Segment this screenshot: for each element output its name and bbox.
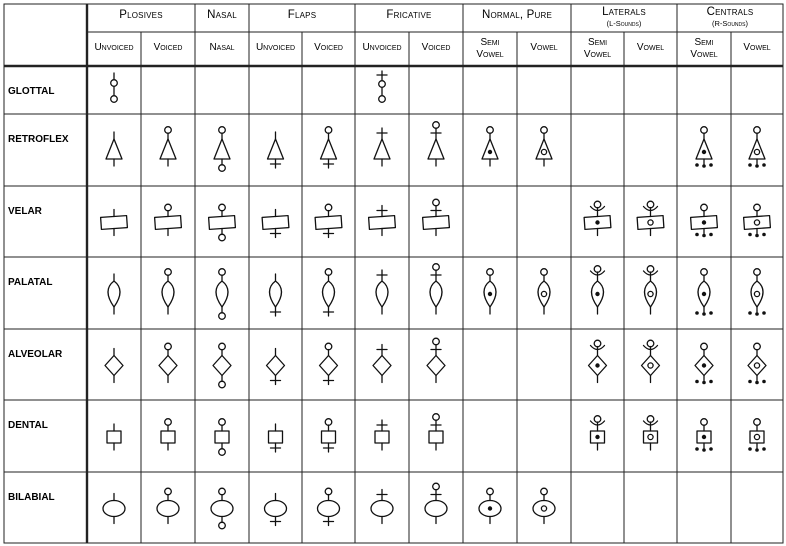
rectangle-shape	[209, 216, 236, 230]
group-header-centrals: Centrals	[706, 6, 754, 18]
glyph-ellipse-voiced-flap	[318, 488, 340, 525]
ring-mark	[325, 269, 332, 276]
ring-mark	[541, 506, 546, 511]
ellipse-shape	[533, 501, 555, 517]
ellipse-shape	[371, 501, 393, 517]
lens-shape	[323, 281, 335, 307]
ring-mark	[594, 416, 601, 423]
dot-mark	[695, 163, 699, 167]
ring-mark	[325, 343, 332, 350]
ring-mark	[219, 381, 226, 388]
glyph-lens-voiced-flap	[323, 269, 335, 316]
triangle-shape	[214, 139, 230, 159]
glyph-small-rectangle-unvoiced-flap	[269, 424, 283, 452]
glyph-small-rectangle-nasal	[215, 419, 229, 456]
ring-mark	[487, 488, 494, 495]
dot-mark	[709, 311, 713, 315]
rectangle-shape	[423, 216, 450, 230]
diamond-shape	[267, 356, 285, 376]
dot-mark	[762, 163, 766, 167]
column-header-flap-voiced: Voiced	[314, 42, 343, 53]
glyph-triangle-voiced-flap	[321, 127, 337, 168]
row-labels	[8, 86, 69, 503]
glyph-diamond-unvoiced-plosive	[105, 349, 123, 383]
rectangle-shape	[155, 216, 182, 230]
dot-mark	[702, 164, 706, 168]
rectangle-shape	[744, 216, 771, 230]
lens-shape	[751, 281, 763, 307]
ring-mark	[754, 291, 759, 296]
dot-mark	[702, 292, 706, 296]
glyph-lens-unvoiced-fricative	[376, 270, 388, 314]
square-shape	[215, 431, 229, 443]
dot-mark	[762, 447, 766, 451]
glyph-small-rectangle-lateral-vowel	[644, 416, 658, 450]
square-shape	[375, 431, 389, 443]
glyph-rectangle-voiced-plosive	[155, 204, 182, 235]
dot-mark	[488, 292, 492, 296]
glyph-rectangle-central-vowel	[744, 204, 771, 237]
group-subheader-centrals: (R-Sounds)	[712, 19, 748, 28]
ring-mark	[219, 127, 226, 134]
ring-mark	[325, 488, 332, 495]
rectangle-shape	[637, 216, 664, 230]
glyph-small-rectangle-voiced-fricative	[429, 414, 443, 450]
dot-mark	[755, 381, 759, 385]
glyph-diamond-central-vowel	[748, 343, 766, 384]
triangle-shape	[268, 139, 284, 159]
rectangle-shape	[101, 216, 128, 230]
glyph-ellipse-unvoiced-plosive	[103, 494, 125, 524]
glyph-rectangle-voiced-flap	[315, 204, 342, 237]
dot-mark	[762, 311, 766, 315]
triangle-shape	[106, 139, 122, 159]
dot-mark	[702, 234, 706, 238]
ring-mark	[701, 343, 708, 350]
dot-mark	[702, 381, 706, 385]
ring-mark	[648, 220, 653, 225]
glyph-small-rectangle-voiced-flap	[322, 419, 336, 452]
row-label-bilabial: BILABIAL	[8, 492, 55, 503]
diamond-shape	[748, 356, 766, 376]
dot-mark	[755, 234, 759, 238]
dot-mark	[709, 163, 713, 167]
ring-mark	[379, 96, 386, 103]
glyph-rectangle-central-semivowel	[691, 204, 718, 237]
ring-mark	[541, 127, 548, 134]
ring-mark	[219, 419, 226, 426]
dot-mark	[748, 233, 752, 237]
square-shape	[161, 431, 175, 443]
row-label-glottal: GLOTTAL	[8, 86, 55, 97]
ellipse-shape	[425, 501, 447, 517]
glyph-lens-semivowel	[484, 269, 496, 314]
ellipse-shape	[265, 501, 287, 517]
ring-mark	[219, 488, 226, 495]
glyph-rectangle-unvoiced-fricative	[369, 206, 396, 236]
ring-mark	[594, 201, 601, 208]
ellipse-shape	[103, 501, 125, 517]
ring-mark	[487, 269, 494, 276]
ring-mark	[111, 80, 118, 87]
ring-mark	[433, 483, 440, 490]
dot-mark	[755, 164, 759, 168]
glyph-diamond-lateral-vowel	[642, 340, 660, 382]
dot-mark	[755, 312, 759, 316]
glyph-rectangle-lateral-vowel	[637, 201, 664, 235]
ring-mark	[648, 434, 653, 439]
dot-mark	[595, 220, 599, 224]
glyph-cells	[101, 71, 771, 529]
ring-mark	[433, 414, 440, 421]
glyph-small-rectangle-lateral-semivowel	[591, 416, 605, 450]
dot-mark	[709, 380, 713, 384]
glyph-ellipse-semivowel	[479, 488, 501, 523]
diamond-shape	[213, 356, 231, 376]
group-header-fricative: Fricative	[386, 9, 432, 21]
dot-mark	[748, 163, 752, 167]
ring-mark	[754, 204, 761, 211]
square-shape	[322, 431, 336, 443]
row-label-dental: DENTAL	[8, 420, 48, 431]
dot-mark	[709, 233, 713, 237]
column-header-central-vowel: Vowel	[743, 42, 771, 53]
glyph-triangle-central-semivowel	[695, 127, 713, 168]
diamond-shape	[105, 356, 123, 376]
glyph-lens-central-semivowel	[695, 269, 713, 316]
triangle-shape	[321, 139, 337, 159]
ring-mark	[594, 340, 601, 347]
ring-mark	[754, 363, 759, 368]
ring-mark	[647, 266, 654, 273]
glyph-triangle-central-vowel	[748, 127, 766, 168]
rectangle-shape	[262, 216, 289, 230]
glyph-none-glottal-fricative	[377, 71, 387, 102]
ellipse-shape	[157, 501, 179, 517]
ellipse-shape	[211, 501, 233, 517]
glyph-ellipse-vowel	[533, 488, 555, 523]
glyph-diamond-unvoiced-flap	[267, 349, 285, 385]
ring-mark	[701, 419, 708, 426]
ring-mark	[701, 204, 708, 211]
triangle-shape	[160, 139, 176, 159]
ring-mark	[219, 449, 226, 456]
ring-mark	[647, 340, 654, 347]
lens-shape	[430, 281, 442, 307]
column-header-lateral-semivowel: Semi	[587, 37, 608, 48]
dot-mark	[702, 448, 706, 452]
ring-mark	[754, 419, 761, 426]
ellipse-shape	[318, 501, 340, 517]
glyph-lens-voiced-plosive	[162, 269, 174, 314]
ring-mark	[754, 220, 759, 225]
ring-mark	[754, 343, 761, 350]
rectangle-shape	[315, 216, 342, 230]
ring-mark	[325, 419, 332, 426]
column-header-plosive-unvoiced: Unvoiced	[94, 42, 134, 53]
glyph-diamond-lateral-semivowel	[589, 340, 607, 382]
ring-mark	[648, 363, 653, 368]
column-header-pure-vowel: Vowel	[530, 42, 558, 53]
group-header-laterals: Laterals	[602, 6, 646, 18]
glyph-triangle-unvoiced-plosive	[106, 132, 122, 166]
glyph-small-rectangle-central-vowel	[748, 419, 766, 452]
dot-mark	[748, 447, 752, 451]
ring-mark	[701, 127, 708, 134]
column-header-pure-semivowel: Semi	[480, 37, 500, 48]
ring-mark	[541, 291, 546, 296]
glyph-lens-lateral-semivowel	[591, 266, 605, 314]
glyph-rectangle-lateral-semivowel	[584, 201, 611, 235]
glyph-triangle-unvoiced-flap	[268, 132, 284, 168]
dot-mark	[695, 447, 699, 451]
ring-mark	[754, 434, 759, 439]
glyph-diamond-nasal	[213, 343, 231, 388]
ring-mark	[165, 343, 172, 350]
glyph-ellipse-voiced-plosive	[157, 488, 179, 523]
lens-shape	[645, 281, 657, 307]
glyph-diamond-voiced-fricative	[427, 338, 445, 382]
column-header-fricative-voiced: Voiced	[421, 42, 451, 53]
dot-mark	[762, 380, 766, 384]
ring-mark	[594, 266, 601, 273]
table-header	[94, 6, 770, 60]
triangle-shape	[374, 139, 390, 159]
ring-mark	[219, 165, 226, 172]
glyph-rectangle-unvoiced-plosive	[101, 210, 128, 236]
glyph-lens-voiced-fricative	[430, 264, 442, 314]
table-border	[4, 4, 783, 543]
glyph-lens-central-vowel	[748, 269, 766, 316]
glyph-triangle-voiced-plosive	[160, 127, 176, 166]
dot-mark	[709, 447, 713, 451]
dot-mark	[748, 311, 752, 315]
ring-mark	[433, 338, 440, 345]
ring-mark	[219, 204, 226, 211]
ring-mark	[487, 127, 494, 134]
dot-mark	[488, 506, 492, 510]
glyph-lens-nasal	[216, 269, 228, 320]
lens-shape	[376, 281, 388, 307]
glyph-diamond-unvoiced-fricative	[373, 345, 391, 383]
square-shape	[429, 431, 443, 443]
glyph-small-rectangle-voiced-plosive	[161, 419, 175, 450]
dot-mark	[595, 363, 599, 367]
ring-mark	[701, 269, 708, 276]
column-header-fricative-unvoiced: Unvoiced	[362, 42, 402, 53]
row-label-velar: VELAR	[8, 206, 42, 217]
diamond-shape	[427, 356, 445, 376]
ring-mark	[647, 201, 654, 208]
group-header-plosives: Plosives	[119, 9, 163, 21]
ring-mark	[754, 127, 761, 134]
glyph-rectangle-voiced-fricative	[423, 199, 450, 235]
ring-mark	[647, 416, 654, 423]
glyph-triangle-voiced-fricative	[428, 122, 444, 166]
ring-mark	[165, 269, 172, 276]
ring-mark	[219, 269, 226, 276]
lens-shape	[162, 281, 174, 307]
ring-mark	[165, 488, 172, 495]
diamond-shape	[642, 356, 660, 376]
glyph-lens-vowel	[538, 269, 550, 314]
dot-mark	[695, 380, 699, 384]
row-label-alveolar: ALVEOLAR	[8, 349, 63, 360]
glyph-triangle-unvoiced-fricative	[374, 128, 390, 166]
glyph-diamond-voiced-flap	[320, 343, 338, 384]
ring-mark	[165, 419, 172, 426]
dot-mark	[695, 233, 699, 237]
group-header-flaps: Flaps	[287, 9, 317, 21]
dot-mark	[488, 150, 492, 154]
square-shape	[750, 431, 764, 443]
ring-mark	[648, 291, 653, 296]
glyph-diamond-voiced-plosive	[159, 343, 177, 382]
glyph-lens-lateral-vowel	[644, 266, 658, 314]
lens-shape	[270, 281, 282, 307]
glyph-ellipse-unvoiced-flap	[265, 494, 287, 526]
ring-mark	[379, 81, 386, 88]
glyph-rectangle-nasal	[209, 204, 236, 241]
dot-mark	[762, 233, 766, 237]
row-label-palatal: PALATAL	[8, 277, 53, 288]
diamond-shape	[320, 356, 338, 376]
dot-mark	[595, 292, 599, 296]
column-header-pure-semivowel: Vowel	[476, 49, 504, 60]
glyph-lens-unvoiced-plosive	[108, 274, 120, 314]
square-shape	[269, 431, 283, 443]
triangle-shape	[428, 139, 444, 159]
column-header-nasal: Nasal	[209, 42, 235, 53]
column-header-lateral-vowel: Vowel	[636, 42, 665, 53]
glyph-rectangle-unvoiced-flap	[262, 210, 289, 238]
diamond-shape	[159, 356, 177, 376]
glyph-lens-unvoiced-flap	[270, 274, 282, 316]
ring-mark	[541, 488, 548, 495]
glyph-small-rectangle-central-semivowel	[695, 419, 713, 452]
glyph-triangle-vowel	[536, 127, 552, 166]
triangle-shape	[696, 139, 712, 159]
ring-mark	[219, 343, 226, 350]
ring-mark	[165, 127, 172, 134]
glyph-none-glottal-plosive	[111, 73, 118, 102]
rectangle-shape	[369, 216, 396, 230]
column-header-plosive-voiced: Voiced	[153, 42, 183, 53]
column-header-lateral-semivowel: Vowel	[583, 49, 612, 60]
dot-mark	[702, 312, 706, 316]
lens-shape	[216, 281, 228, 307]
dot-mark	[702, 150, 706, 154]
column-header-flap-unvoiced: Unvoiced	[255, 42, 296, 53]
lens-shape	[538, 281, 550, 307]
ring-mark	[433, 122, 440, 129]
square-shape	[107, 431, 121, 443]
ring-mark	[541, 149, 546, 154]
column-header-central-semivowel: Semi	[694, 37, 714, 48]
dot-mark	[755, 448, 759, 452]
ring-mark	[111, 96, 118, 103]
lens-shape	[108, 281, 120, 307]
glyph-triangle-nasal	[214, 127, 230, 172]
column-header-central-semivowel: Vowel	[690, 49, 718, 60]
dot-mark	[695, 311, 699, 315]
ring-mark	[433, 264, 440, 271]
ring-mark	[165, 204, 172, 211]
diamond-shape	[373, 356, 391, 376]
ring-mark	[325, 127, 332, 134]
ring-mark	[541, 269, 548, 276]
row-label-retroflex: RETROFLEX	[8, 134, 69, 145]
glyph-small-rectangle-unvoiced-fricative	[375, 420, 389, 450]
group-subheader-laterals: (L-Sounds)	[606, 19, 642, 28]
glyph-ellipse-voiced-fricative	[425, 483, 447, 523]
dot-mark	[702, 435, 706, 439]
group-header-nasal: Nasal	[207, 9, 237, 21]
ring-mark	[219, 313, 226, 320]
glyph-ellipse-nasal	[211, 488, 233, 529]
glyph-triangle-semivowel	[482, 127, 498, 166]
glyph-small-rectangle-unvoiced-plosive	[107, 424, 121, 450]
dot-mark	[595, 435, 599, 439]
ring-mark	[754, 269, 761, 276]
ring-mark	[754, 149, 759, 154]
ring-mark	[433, 199, 440, 206]
ring-mark	[219, 234, 226, 241]
dot-mark	[748, 380, 752, 384]
triangle-shape	[482, 139, 498, 159]
glyph-diamond-central-semivowel	[695, 343, 713, 384]
glyph-ellipse-unvoiced-fricative	[371, 490, 393, 524]
ring-mark	[325, 204, 332, 211]
ring-mark	[219, 522, 226, 529]
table-grid	[4, 4, 783, 543]
dot-mark	[702, 220, 706, 224]
group-header-normal-pure: Normal, Pure	[481, 9, 553, 21]
dot-mark	[702, 363, 706, 367]
square-shape	[644, 431, 658, 443]
